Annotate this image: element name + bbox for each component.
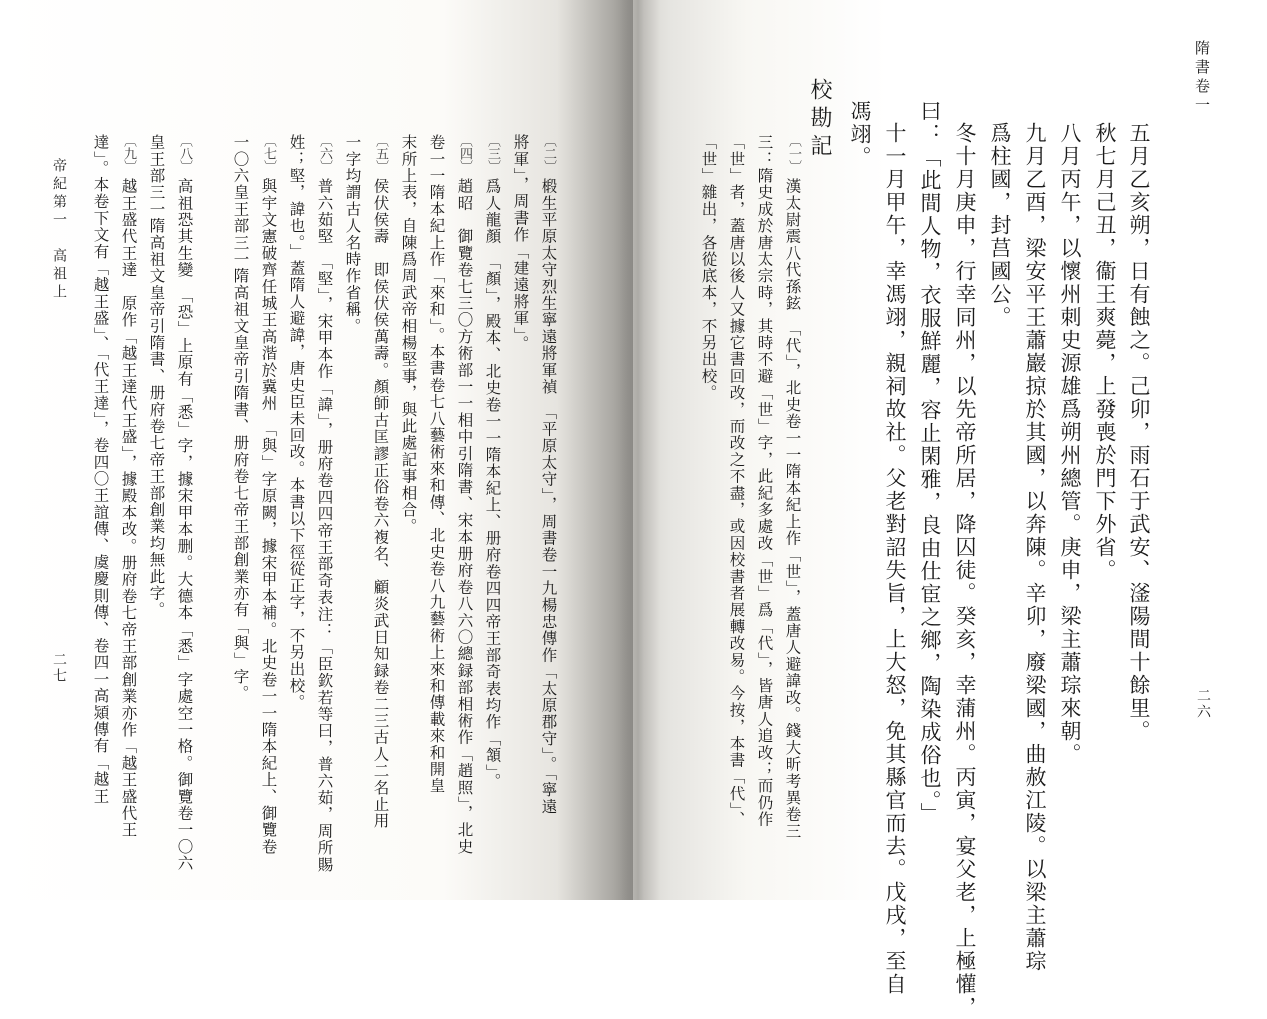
note-8-line-1: 高祖恐其生變 「恐」上原有「悉」字，據宋甲本删。大德本「悉」字處空一格。御覽卷一〇六 — [175, 178, 194, 872]
note-5-line-2: 一字均謂古人名時作省稱。 — [343, 134, 362, 335]
note-mark-5: 〔五〕 — [373, 134, 388, 173]
main-text-line-5: 爲柱國，封莒國公。 — [988, 122, 1012, 329]
note-8-line-2: 皇王部三一隋高祖文皇帝引隋書、册府卷七帝王部創業均無此字。 — [147, 134, 166, 619]
note-4-line-2: 卷一一隋本紀上作「來和」。本書卷七八藝術來和傳、北史卷八九藝術上來和傳載來和開皇 — [427, 134, 446, 795]
note-mark-3: 〔三〕 — [485, 134, 500, 173]
section-title-collation-notes: 校勘記 — [807, 78, 832, 162]
main-text-line-9: 馮翊。 — [848, 100, 872, 169]
note-7-line-1: 與宇文憲破齊任城王高湝於冀州 「與」字原闕，據宋甲本補。北史卷一一隋本紀上、御覽卷 — [259, 178, 278, 855]
main-text-line-8: 十一月甲午，幸馮翊，親祠故社。父老對詔失旨，上大怒，免其縣官而去。戊戌，至自 — [883, 122, 907, 996]
note-7-line-2: 一〇六皇王部三一隋高祖文皇帝引隋書、册府卷七帝王部創業亦有「與」字。 — [231, 134, 250, 702]
note-6-line-1: 普六茹堅 「堅」，宋甲本作「諱」，册府卷四四帝王部奇表注：「臣欽若等曰，普六茹，周所賜 — [315, 178, 334, 873]
note-mark-6: 〔六〕 — [317, 134, 332, 173]
note-9-line-2: 達」。本卷下文有「越王盛」、「代王達」，卷四〇王誼傳、虞慶則傳、卷四一高熲傳有「越王 — [91, 134, 110, 805]
running-head-left: 帝紀第一 高祖上 — [51, 158, 67, 302]
main-text-line-1: 五月乙亥朔，日有蝕之。己卯，雨石于武安、滏陽間十餘里。 — [1127, 122, 1151, 743]
note-9-line-1: 越王盛代王達 原作「越王達代王盛」，據殿本改。册府卷七帝王部創業亦作「越王盛代王 — [119, 178, 138, 839]
note-4-line-1: 趙昭 御覽卷七三〇方術部一一相中引隋書、宋本册府卷八六〇總録部相術作「趙照」，北史 — [455, 178, 474, 855]
note-mark-4: 〔四〕 — [457, 134, 472, 173]
note-3-line-1: 爲人龍顏 「顏」，殿本、北史卷一一隋本紀上、册府卷四四帝王部奇表均作「頷」。 — [483, 178, 502, 790]
note-4-line-3: 末所上表，自陳爲周武帝相楊堅事，與此處記事相合。 — [399, 134, 418, 535]
note-1-line-3: 「世」者，蓋唐以後人又據它書回改，而改之不盡，或因校書者展轉改易。今按，本書「代」、 — [727, 134, 746, 828]
note-6-line-2: 姓；堅，諱也。」蓋隋人避諱，唐史臣未回改。本書以下徑從正字，不另出校。 — [287, 134, 306, 711]
main-text-line-2: 秋七月己丑，衞王爽薨，上發喪於門下外省。 — [1093, 122, 1117, 582]
note-mark-2: 〔二〕 — [541, 134, 556, 173]
note-1-line-1: 漢太尉震八代孫鉉 「代」，北史卷一一隋本紀上作「世」，蓋唐人避諱改。錢大昕考異卷三 — [783, 178, 802, 840]
running-head-right: 隋書卷一 — [1193, 40, 1211, 116]
main-text-line-6: 冬十月庚申，行幸同州，以先帝所居，降囚徒。癸亥，幸蒲州。丙寅，宴父老，上極懽， — [953, 122, 977, 1019]
note-mark-9: 〔九〕 — [121, 134, 136, 173]
main-text-line-7: 曰：「此間人物，衣服鮮麗，容止閑雅，良由仕宦之鄉，陶染成俗也。」 — [918, 100, 942, 826]
folio-left: 二七 — [51, 652, 67, 684]
note-5-line-1: 侯伏侯壽 即侯伏侯萬壽。顏師古匡謬正俗卷六複名、顧炎武日知録卷二三古人二名止用 — [371, 178, 390, 830]
main-text-line-4: 九月乙酉，梁安平王蕭巖掠於其國，以奔陳。辛卯，廢梁國，曲赦江陵。以梁主蕭琮 — [1023, 122, 1047, 973]
note-mark-7: 〔七〕 — [261, 134, 276, 173]
note-2-line-1: 椴生平原太守烈生寧遠將軍禎 「平原太守」，周書卷一九楊忠傳作「太原郡守」。「寧遠 — [539, 178, 558, 815]
main-text-line-3: 八月丙午，以懷州刺史源雄爲朔州總管。庚申，梁主蕭琮來朝。 — [1058, 122, 1082, 766]
note-2-line-2: 將軍」，周書作「建遠將軍」。 — [511, 134, 530, 353]
folio-right: 二六 — [1195, 688, 1211, 720]
note-1-line-2: 三：隋史成於唐太宗時，其時不避「世」字，此紀多處改「世」爲「代」，皆唐人追改；而仍作 — [755, 134, 774, 828]
note-mark-1: 〔一〕 — [786, 134, 801, 173]
note-mark-8: 〔八〕 — [177, 134, 192, 173]
note-1-line-4: 「世」雜出，各從底本，不另出校。 — [699, 134, 718, 402]
book-gutter — [620, 0, 660, 900]
